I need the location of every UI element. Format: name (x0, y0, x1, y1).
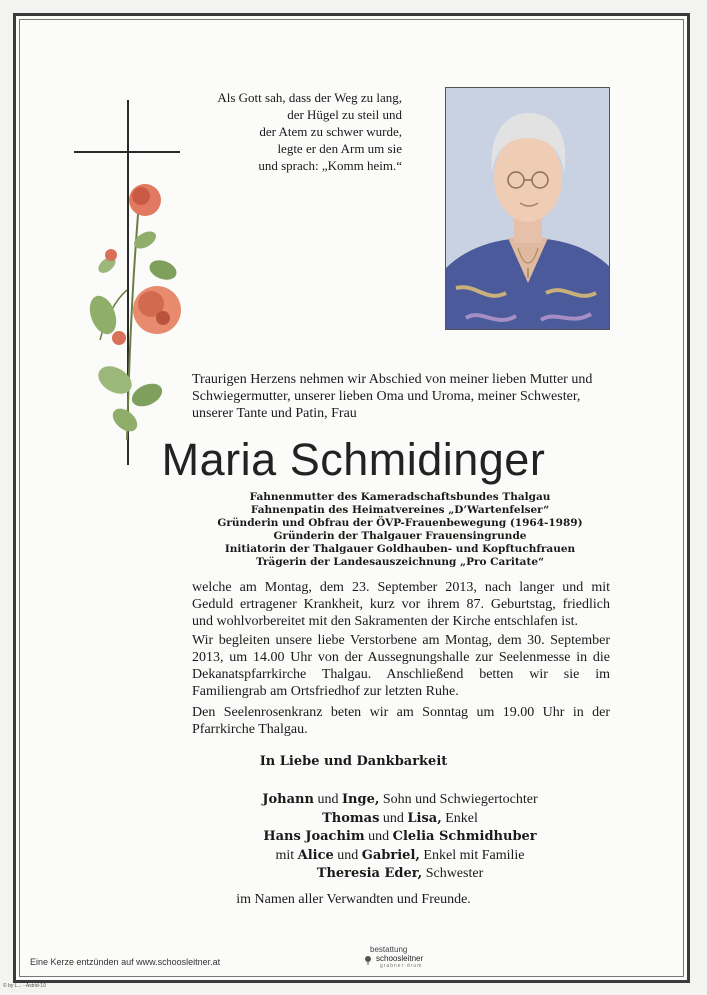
paragraph-line: und wohlvorbereitet mit den Sakramenten der Kirche entschlafen ist. (192, 614, 579, 629)
paragraph-line: Familiengrab am Ortsfriedhof zur letzten Ruhe. (192, 684, 459, 699)
paragraph-line: Pfarrkirche Thalgau. (192, 722, 308, 737)
intro-line: Traurigen Herzens nehmen wir Abschied von meiner lieben Mutter und (192, 372, 593, 387)
poem-line: der Atem zu schwer wurde, (259, 124, 402, 139)
intro-text (192, 371, 612, 422)
deceased-name: Maria Schmidinger (161, 434, 546, 485)
death-notice-paragraph (192, 579, 610, 630)
paragraph-line: welche am Montag, dem 23. September 2013, nach langer und mit (192, 580, 610, 595)
family-line: Johann und Inge, Sohn und Schwiegertochter (262, 792, 538, 807)
intro-line: unserer Tante und Patin, Frau (192, 406, 357, 421)
portrait-photo (445, 87, 610, 330)
rose-illustration (85, 170, 195, 450)
candle-link[interactable]: Eine Kerze entzünden auf www.schoosleitner.at (30, 957, 221, 967)
funeral-paragraph (192, 632, 610, 700)
paragraph-line: Dekanatspfarrkirche Thalgau. Anschließend betten wir sie im (192, 667, 610, 682)
poem-line: und sprach: „Komm heim.“ (258, 158, 402, 173)
paragraph-line: 2013, um 14.00 Uhr von der Aussegnungshalle zur Seelenmesse in die (192, 650, 610, 665)
honor-line: Fahnenmutter des Kameradschaftsbundes Thalgau (249, 491, 551, 503)
funeral-home-logo: bestattung schoosleitner grabner·drum (360, 945, 440, 969)
poem-line: der Hügel zu steil und (287, 107, 402, 122)
honor-line: Initiatorin der Thalgauer Goldhauben- und Kopftuchfrauen (224, 543, 576, 555)
honor-line: Fahnenpatin des Heimatvereines „D’Wartenfelser“ (250, 504, 550, 516)
rose-logo-icon (363, 955, 373, 965)
family-line: Thomas und Lisa, Enkel (322, 810, 478, 826)
poem-line: legte er den Arm um sie (277, 141, 402, 156)
honors-list (150, 491, 650, 569)
paragraph-line: Geduld ertragener Krankheit, kurz vor ihrem 87. Geburtstag, friedlich (192, 597, 610, 612)
copyright-note: © by L... - Astrid-10 (3, 983, 46, 989)
poem (182, 89, 402, 174)
family-line: Theresia Eder, Schwester (316, 866, 484, 881)
closing-phrase: In Liebe und Dankbarkeit (259, 754, 448, 769)
family-list (150, 791, 650, 884)
honor-line: Trägerin der Landesauszeichnung „Pro Caritate“ (255, 556, 545, 568)
paragraph-line: Den Seelenrosenkranz beten wir am Sonntag um 19.00 Uhr in der (192, 705, 610, 720)
paragraph-line: Wir begleiten unsere liebe Verstorbene am Montag, dem 30. September (192, 633, 610, 648)
honor-line: Gründerin und Obfrau der ÖVP-Frauenbewegung (1964-1989) (217, 517, 583, 529)
rosary-paragraph (192, 704, 610, 738)
honor-line: Gründerin der Thalgauer Frauensingrunde (273, 530, 527, 542)
intro-line: Schwiegermutter, unserer lieben Oma und Uroma, meiner Schwester, (192, 389, 581, 404)
relatives-line: im Namen aller Verwandten und Freunde. (236, 892, 471, 907)
family-line: Hans Joachim und Clelia Schmidhuber (263, 829, 537, 844)
family-line: mit Alice und Gabriel, Enkel mit Familie (275, 847, 525, 863)
poem-line: Als Gott sah, dass der Weg zu lang, (217, 90, 402, 105)
cross-horizontal (74, 151, 180, 153)
